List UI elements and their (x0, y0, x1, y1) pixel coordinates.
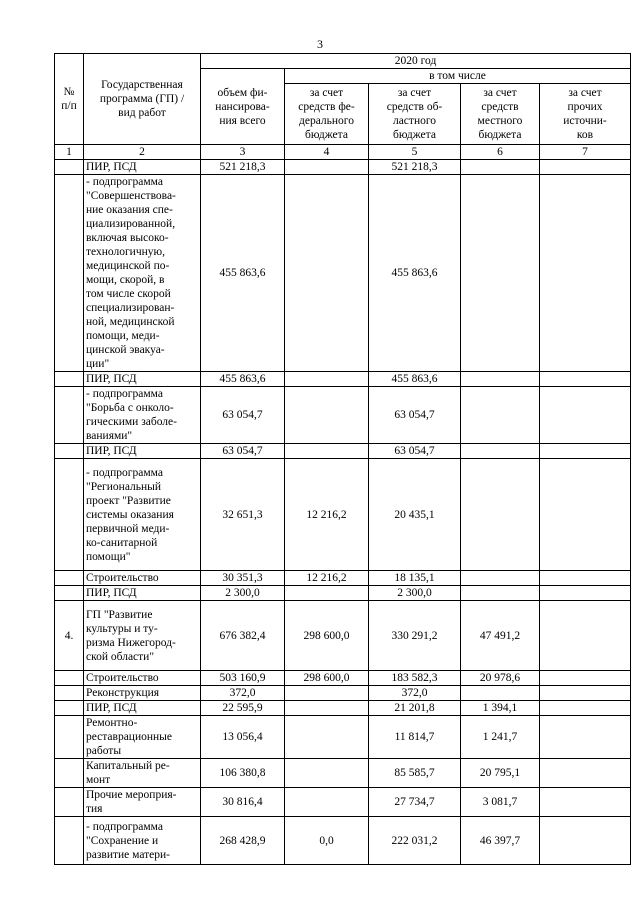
column-number: 7 (540, 145, 631, 160)
program-name: ПИР, ПСД (84, 586, 201, 601)
federal-amount: 12 216,2 (285, 459, 369, 571)
page-number: 3 (317, 37, 323, 51)
local-amount (461, 571, 540, 586)
program-name: - подпрограмма "Региональный проект "Развитие системы оказания первичной меди- ко-санитарной помощи" (84, 459, 201, 571)
program-name: - подпрограмма "Борьба с онколо- гическими заболе- ваниями" (84, 387, 201, 444)
other-amount (540, 788, 631, 817)
total-amount: 32 651,3 (201, 459, 285, 571)
regional-amount: 20 435,1 (369, 459, 461, 571)
program-name: ПИР, ПСД (84, 701, 201, 716)
row-number (55, 444, 84, 459)
row-number (55, 459, 84, 571)
local-amount (461, 586, 540, 601)
regional-amount: 2 300,0 (369, 586, 461, 601)
program-name: Ремонтно- реставрационные работы (84, 716, 201, 759)
other-amount (540, 175, 631, 372)
program-name: Строительство (84, 571, 201, 586)
program-name: Строительство (84, 671, 201, 686)
row-number (55, 686, 84, 701)
federal-amount: 298 600,0 (285, 671, 369, 686)
other-amount (540, 686, 631, 701)
program-name: - подпрограмма "Совершенствова- ние оказания спе- циализированной, включая высоко- технологичную, медицинской по- мощи, скорой, в том числе скорой специализирован- ной, медицинской помощи, меди- цинской эвакуа- ции" (84, 175, 201, 372)
federal-amount (285, 759, 369, 788)
column-number: 5 (369, 145, 461, 160)
table-row (55, 444, 631, 459)
table-row (55, 759, 631, 788)
header-col-local: за счет средств местного бюджета (461, 84, 540, 145)
local-amount: 1 394,1 (461, 701, 540, 716)
regional-amount: 18 135,1 (369, 571, 461, 586)
total-amount: 372,0 (201, 686, 285, 701)
table-row (55, 459, 631, 571)
total-amount: 22 595,9 (201, 701, 285, 716)
other-amount (540, 571, 631, 586)
regional-amount: 455 863,6 (369, 175, 461, 372)
local-amount: 46 397,7 (461, 817, 540, 865)
table-row (55, 586, 631, 601)
regional-amount: 183 582,3 (369, 671, 461, 686)
federal-amount (285, 701, 369, 716)
federal-amount (285, 716, 369, 759)
row-number (55, 387, 84, 444)
row-number (55, 701, 84, 716)
local-amount (461, 387, 540, 444)
header-col-program: Государственная программа (ГП) / вид работ (84, 54, 201, 145)
regional-amount: 455 863,6 (369, 372, 461, 387)
federal-amount (285, 175, 369, 372)
regional-amount: 222 031,2 (369, 817, 461, 865)
other-amount (540, 817, 631, 865)
total-amount: 30 351,3 (201, 571, 285, 586)
local-amount (461, 175, 540, 372)
header-col-total: объем фи- нансирова- ния всего (201, 69, 285, 145)
total-amount: 13 056,4 (201, 716, 285, 759)
row-number (55, 817, 84, 865)
table-row (55, 788, 631, 817)
local-amount: 1 241,7 (461, 716, 540, 759)
total-amount: 521 218,3 (201, 160, 285, 175)
header-col-other: за счет прочих источни- ков (540, 84, 631, 145)
row-number (55, 160, 84, 175)
header-col-num: № п/п (55, 54, 84, 145)
federal-amount (285, 387, 369, 444)
program-name: Реконструкция (84, 686, 201, 701)
table-row (55, 817, 631, 865)
federal-amount (285, 686, 369, 701)
column-number: 1 (55, 145, 84, 160)
local-amount: 47 491,2 (461, 601, 540, 671)
table-row (55, 160, 631, 175)
header-year: 2020 год (201, 54, 631, 69)
local-amount (461, 444, 540, 459)
row-number (55, 571, 84, 586)
total-amount: 30 816,4 (201, 788, 285, 817)
local-amount (461, 160, 540, 175)
federal-amount (285, 160, 369, 175)
federal-amount (285, 586, 369, 601)
financing-table (54, 53, 631, 865)
federal-amount (285, 444, 369, 459)
header-col-regional: за счет средств об- ластного бюджета (369, 84, 461, 145)
table-row (55, 372, 631, 387)
other-amount (540, 601, 631, 671)
other-amount (540, 759, 631, 788)
federal-amount (285, 372, 369, 387)
local-amount: 20 795,1 (461, 759, 540, 788)
table-row (55, 387, 631, 444)
table-row (55, 671, 631, 686)
table-row (55, 701, 631, 716)
regional-amount: 521 218,3 (369, 160, 461, 175)
table-row (55, 686, 631, 701)
other-amount (540, 716, 631, 759)
local-amount (461, 459, 540, 571)
table-row (55, 601, 631, 671)
local-amount (461, 372, 540, 387)
row-number (55, 372, 84, 387)
regional-amount: 21 201,8 (369, 701, 461, 716)
column-number: 4 (285, 145, 369, 160)
program-name: ПИР, ПСД (84, 372, 201, 387)
column-number: 2 (84, 145, 201, 160)
other-amount (540, 160, 631, 175)
other-amount (540, 586, 631, 601)
column-number-row (55, 145, 631, 160)
column-number: 6 (461, 145, 540, 160)
federal-amount: 12 216,2 (285, 571, 369, 586)
other-amount (540, 387, 631, 444)
program-name: Капитальный ре- монт (84, 759, 201, 788)
other-amount (540, 372, 631, 387)
header-col-federal: за счет средств фе- дерального бюджета (285, 84, 369, 145)
program-name: ПИР, ПСД (84, 444, 201, 459)
table-row (55, 175, 631, 372)
program-name: Прочие мероприя- тия (84, 788, 201, 817)
program-name: - подпрограмма "Сохранение и развитие матери- (84, 817, 201, 865)
total-amount: 455 863,6 (201, 372, 285, 387)
program-name: ГП "Развитие культуры и ту- ризма Нижегород- ской области" (84, 601, 201, 671)
row-number (55, 175, 84, 372)
local-amount: 3 081,7 (461, 788, 540, 817)
other-amount (540, 459, 631, 571)
table-row (55, 571, 631, 586)
total-amount: 106 380,8 (201, 759, 285, 788)
total-amount: 2 300,0 (201, 586, 285, 601)
total-amount: 455 863,6 (201, 175, 285, 372)
regional-amount: 372,0 (369, 686, 461, 701)
row-number: 4. (55, 601, 84, 671)
federal-amount (285, 788, 369, 817)
header-including: в том числе (285, 69, 631, 84)
regional-amount: 27 734,7 (369, 788, 461, 817)
regional-amount: 330 291,2 (369, 601, 461, 671)
local-amount (461, 686, 540, 701)
regional-amount: 63 054,7 (369, 387, 461, 444)
regional-amount: 11 814,7 (369, 716, 461, 759)
row-number (55, 586, 84, 601)
regional-amount: 63 054,7 (369, 444, 461, 459)
total-amount: 63 054,7 (201, 444, 285, 459)
row-number (55, 788, 84, 817)
table-row (55, 716, 631, 759)
total-amount: 676 382,4 (201, 601, 285, 671)
row-number (55, 716, 84, 759)
column-number: 3 (201, 145, 285, 160)
row-number (55, 671, 84, 686)
other-amount (540, 671, 631, 686)
row-number (55, 759, 84, 788)
program-name: ПИР, ПСД (84, 160, 201, 175)
regional-amount: 85 585,7 (369, 759, 461, 788)
total-amount: 63 054,7 (201, 387, 285, 444)
local-amount: 20 978,6 (461, 671, 540, 686)
federal-amount: 298 600,0 (285, 601, 369, 671)
total-amount: 268 428,9 (201, 817, 285, 865)
federal-amount: 0,0 (285, 817, 369, 865)
other-amount (540, 444, 631, 459)
total-amount: 503 160,9 (201, 671, 285, 686)
other-amount (540, 701, 631, 716)
